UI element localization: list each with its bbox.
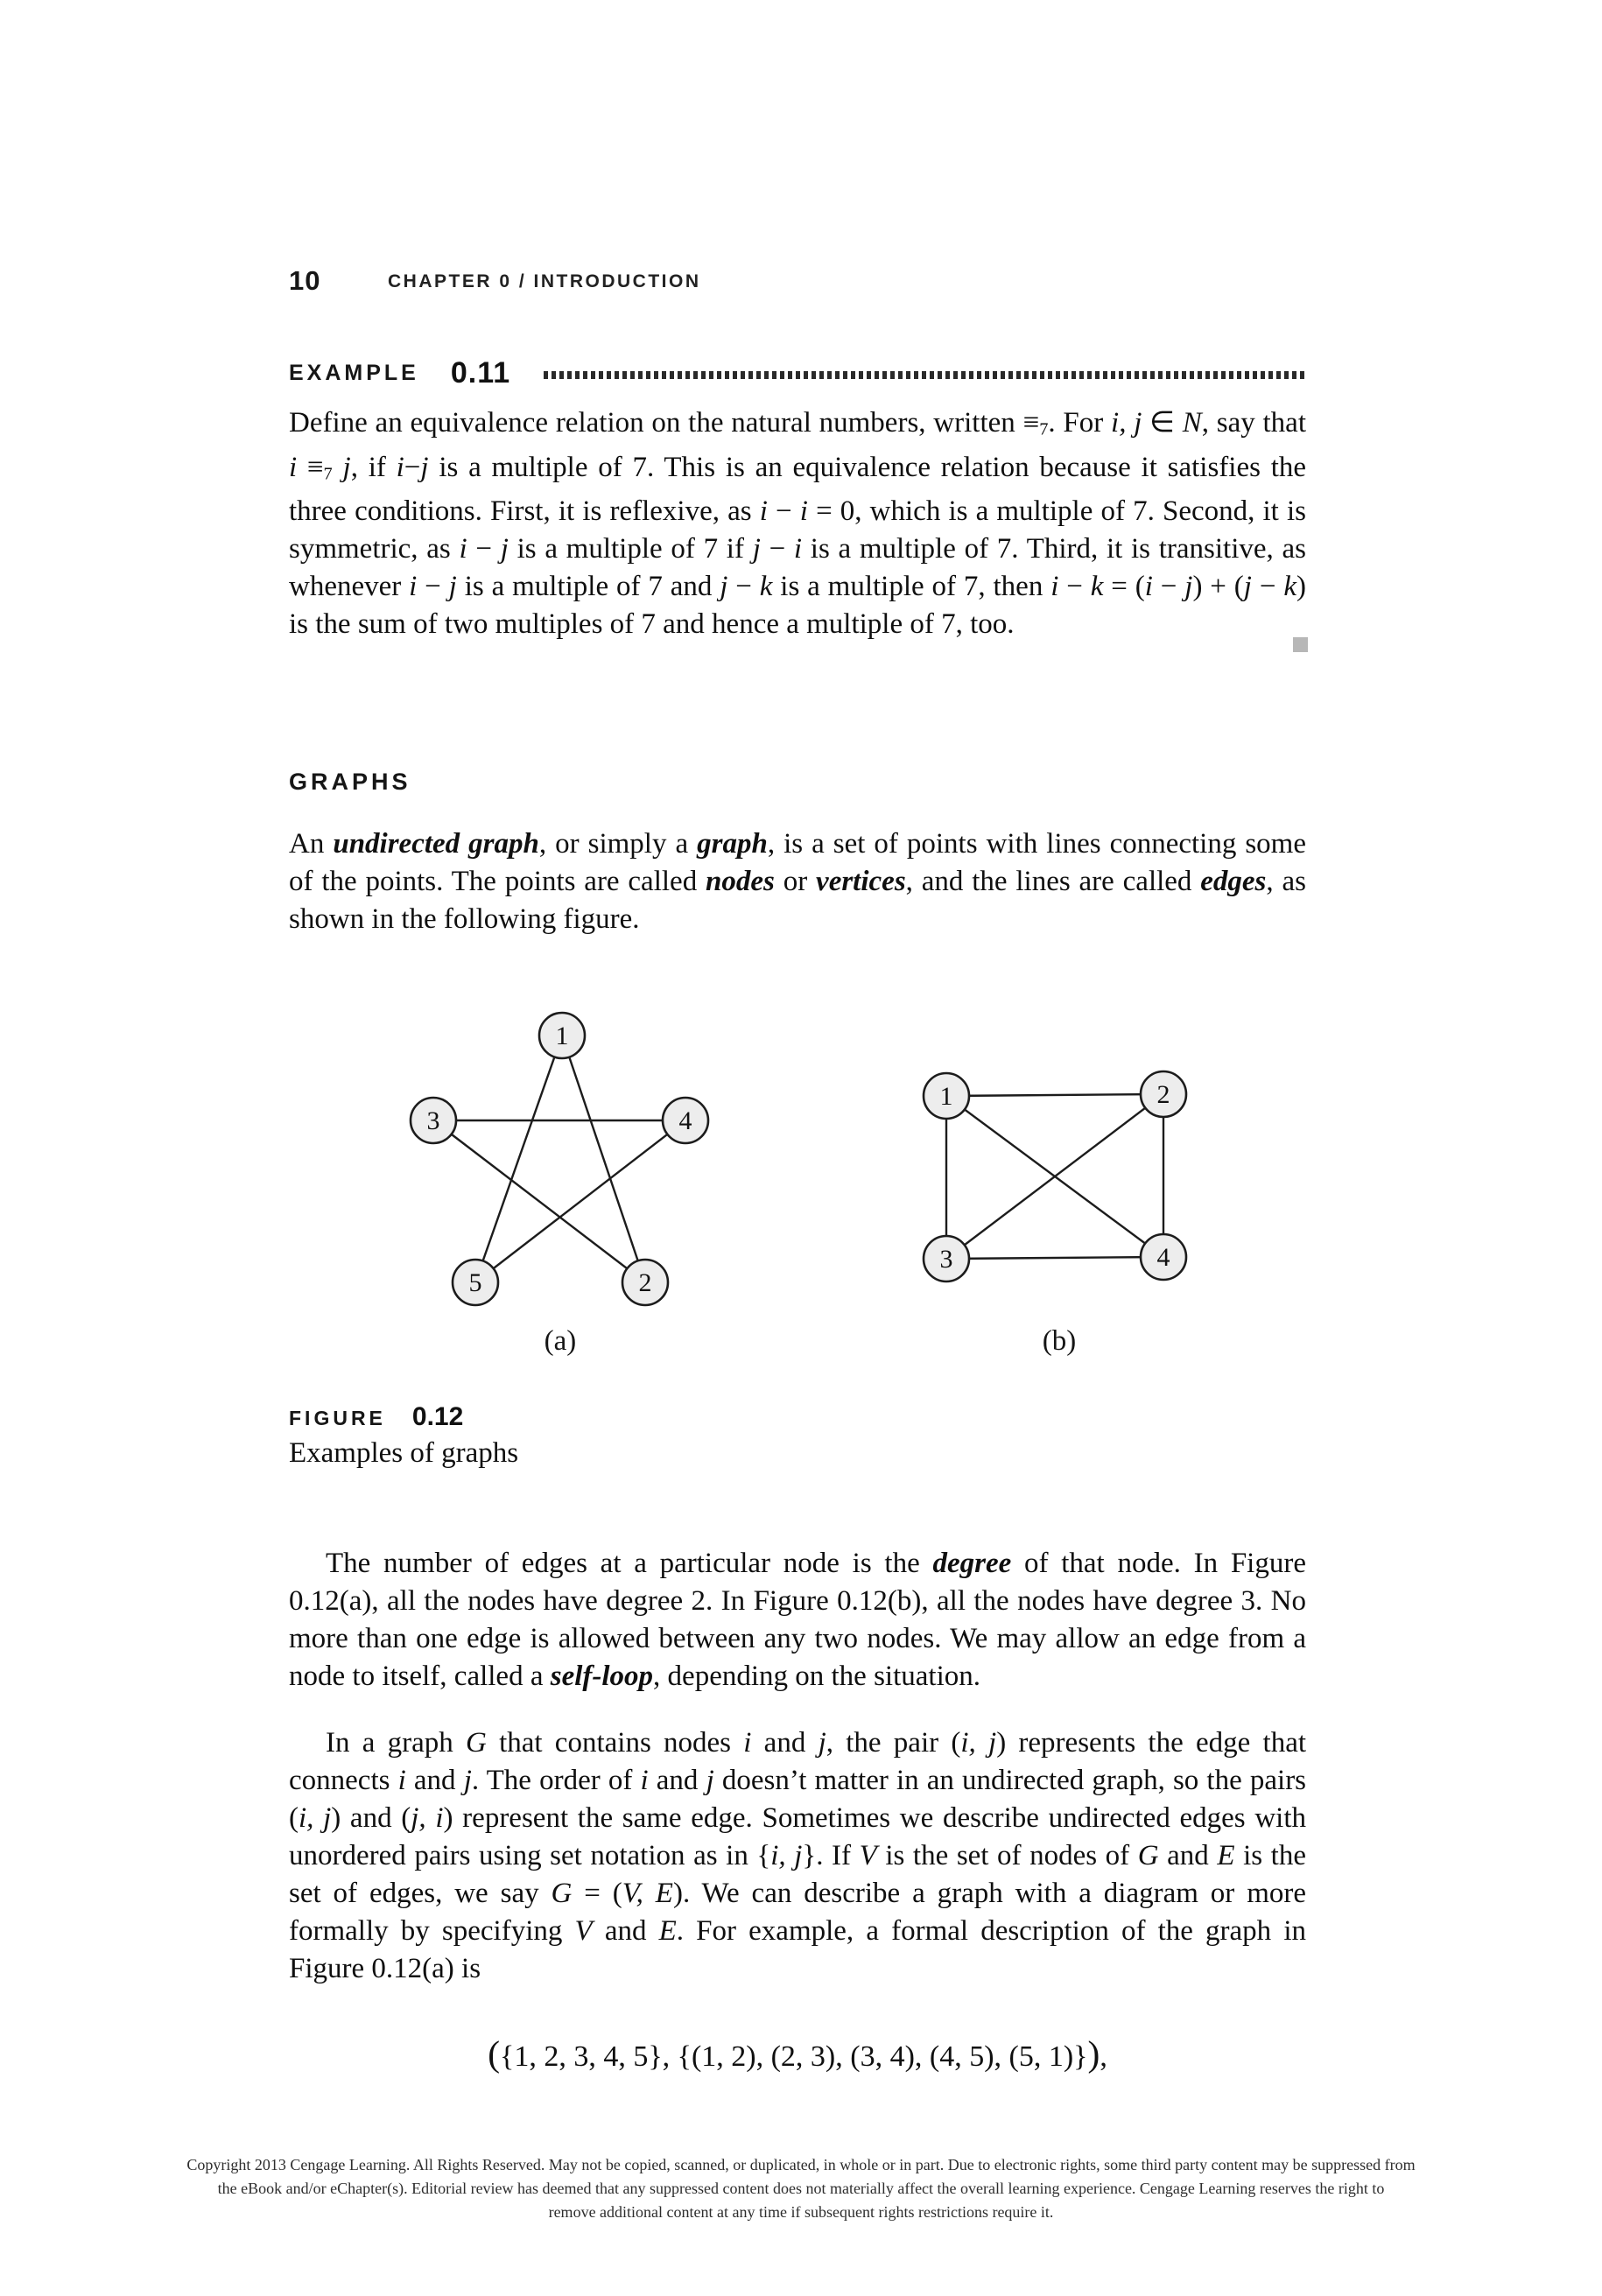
degree-paragraph: The number of edges at a particular node is the degree of that node. In Figure 0.12(a), all the nodes have degree 2. In Figure 0.12(b), all the nodes have degree 3. No more than one edge is allowed between any two nodes. We may allow an edge from a node to itself, called a self-loop, depending on the situation. xyxy=(289,1548,1306,1692)
footer-line: the eBook and/or eChapter(s). Editorial review has deemed that any suppressed content does not materially affect the overall learning experience. Cengage Learning reserves the right to xyxy=(217,2180,1385,2197)
figure-heading xyxy=(289,1402,463,1432)
svg-text:4: 4 xyxy=(1156,1243,1170,1272)
dotted-rule xyxy=(544,371,1304,379)
svg-text:1: 1 xyxy=(555,1022,569,1050)
graph-b-sublabel: (b) xyxy=(1042,1325,1077,1357)
svg-text:2: 2 xyxy=(1156,1080,1170,1109)
figure-caption: Examples of graphs xyxy=(289,1437,519,1469)
page-number: 10 xyxy=(289,265,321,296)
graphs-intro-paragraph: An undirected graph, or simply a graph, is a set of points with lines connecting some of the points. The points are called nodes or vertices, and the lines are called edges, as shown in the following figure. xyxy=(289,828,1307,935)
example-body-paragraph: Define an equivalence relation on the natural numbers, written ≡7. For i, j ∈ N, say that i ≡7 j, if i−j is a multiple of 7. This is an equivalence relation because it satisfies the three conditions. First, it is reflexive, as i − i = 0, which is a multiple of 7. Second, it is symmetric, as i − j is a multiple of 7 if j − i is a multiple of 7. Third, it is transitive, as whenever i − j is a multiple of 7 and j − k is a multiple of 7, then i − k = (i − j) + (j − k) is the sum of two multiples of 7 and hence a multiple of 7, too. xyxy=(289,407,1307,641)
svg-text:3: 3 xyxy=(939,1245,953,1274)
figure-label: FIGURE xyxy=(289,1407,386,1429)
footer-line: remove additional content at any time if subsequent rights restrictions require it. xyxy=(548,2203,1054,2221)
svg-text:4: 4 xyxy=(678,1106,692,1135)
figure-number: 0.12 xyxy=(411,1402,464,1431)
copyright-footer xyxy=(0,2153,1602,2224)
example-heading xyxy=(289,355,1304,391)
svg-text:3: 3 xyxy=(426,1106,440,1135)
graph-formal-description-formula: ({1, 2, 3, 4, 5}, {(1, 2), (2, 3), (3, 4), (4, 5), (5, 1)}), xyxy=(488,2033,1107,2074)
svg-text:5: 5 xyxy=(468,1268,482,1297)
graph-notation-paragraph: In a graph G that contains nodes i and j, the pair (i, j) represents the edge that connects i and j. The order of i and j doesn’t matter in an undirected graph, so the pairs (i, j) and (j, i) represent the same edge. Sometimes we describe undirected edges with unordered pairs using set notation as in {i, j}. If V is the set of nodes of G and E is the set of edges, we say G = (V, E). We can describe a graph with a diagram or more formally by specifying V and E. For example, a formal description of the graph in Figure 0.12(a) is xyxy=(289,1727,1307,1984)
svg-text:1: 1 xyxy=(939,1082,953,1111)
example-number: 0.11 xyxy=(450,355,511,390)
chapter-running-head: CHAPTER 0 / INTRODUCTION xyxy=(388,271,701,291)
graph-a-diagram xyxy=(368,980,753,1322)
graphs-section-heading: GRAPHS xyxy=(289,769,411,795)
graph-b-diagram xyxy=(910,1050,1208,1304)
end-of-example-marker xyxy=(1293,637,1308,652)
example-label: EXAMPLE xyxy=(289,360,419,385)
footer-line: Copyright 2013 Cengage Learning. All Rights Reserved. May not be copied, scanned, or duplicated, in whole or in part. Due to electronic rights, some third party content may be suppressed from xyxy=(186,2156,1416,2173)
graph-a-sublabel: (a) xyxy=(544,1325,577,1357)
svg-text:2: 2 xyxy=(638,1268,652,1297)
